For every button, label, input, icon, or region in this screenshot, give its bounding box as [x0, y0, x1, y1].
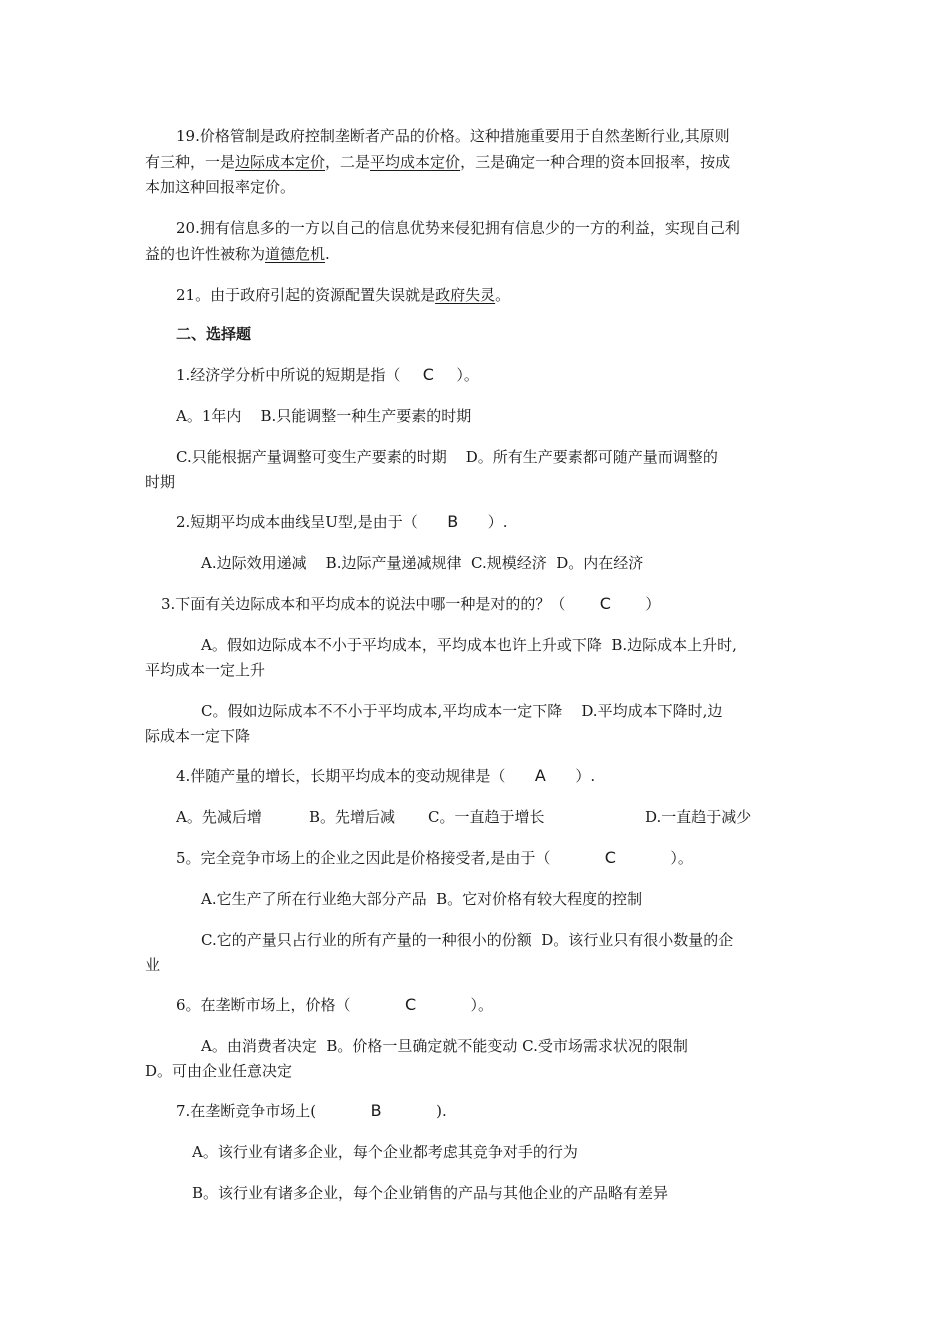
- question-3-answer: C: [599, 594, 611, 613]
- item-21-line: 21。由于政府引起的资源配置失误就是政府失灵。: [176, 286, 511, 304]
- question-6-answer: C: [404, 995, 417, 1014]
- question-3-option-line: A。假如边际成本不小于平均成本，平均成本也许上升或下降 B.边际成本上升时,: [201, 636, 737, 654]
- question-3-stem: 3.下面有关边际成本和平均成本的说法中哪一种是对的的？（ C ）: [161, 592, 660, 616]
- question-5-option-line: 业: [145, 956, 161, 974]
- question-5-option-line: A.它生产了所在行业绝大部分产品 B。它对价格有较大程度的控制: [201, 890, 643, 908]
- question-5-option-line: C.它的产量只占行业的所有产量的一种很小的份额 D。该行业只有很小数量的企: [201, 931, 734, 949]
- question-1-option-line: A。1年内 B.只能调整一种生产要素的时期: [176, 407, 472, 425]
- question-1-option-line: 时期: [145, 473, 176, 491]
- question-6-option-line: D。可由企业任意决定: [145, 1062, 293, 1080]
- question-4-option-c: C。一直趋于增长: [428, 808, 545, 826]
- question-3-option-line: C。假如边际成本不不小于平均成本,平均成本一定下降 D.平均成本下降时,边: [201, 702, 723, 720]
- answer-average-cost-pricing: 平均成本定价: [370, 153, 461, 171]
- question-7-answer: B: [370, 1101, 382, 1120]
- question-2-option-line: A.边际效用递减 B.边际产量递减规律 C.规模经济 D。内在经济: [201, 554, 644, 572]
- answer-government-failure: 政府失灵: [435, 286, 496, 304]
- item-20-line-1: 20.拥有信息多的一方以自己的信息优势来侵犯拥有信息少的一方的利益，实现自己利: [176, 219, 740, 237]
- item-19-line-2: 有三种，一是边际成本定价，二是平均成本定价，三是确定一种合理的资本回报率，按成: [145, 153, 731, 171]
- question-4-option-b: B。先增后减: [309, 808, 396, 826]
- item-19-line-1: 19.价格管制是政府控制垄断者产品的价格。这种措施重要用于自然垄断行业,其原则: [176, 127, 730, 145]
- item-19-line-3: 本加这种回报率定价。: [145, 178, 296, 196]
- question-2-stem: 2.短期平均成本曲线呈U型,是由于（ B ）.: [176, 510, 508, 534]
- question-3-option-line: 平均成本一定上升: [145, 661, 266, 679]
- answer-marginal-cost-pricing: 边际成本定价: [235, 153, 326, 171]
- question-3-option-line: 际成本一定下降: [145, 727, 251, 745]
- question-6-stem: 6。在垄断市场上，价格（ C ）。: [176, 993, 493, 1017]
- answer-moral-hazard: 道德危机: [265, 245, 326, 263]
- question-5-stem: 5。完全竞争市场上的企业之因此是价格接受者,是由于（ C ）。: [176, 846, 693, 870]
- question-2-answer: B: [447, 512, 459, 531]
- question-4-option-a: A。先减后增: [176, 808, 262, 826]
- question-7-option-line: A。该行业有诸多企业，每个企业都考虑其竞争对手的行为: [192, 1143, 578, 1161]
- question-1-option-line: C.只能根据产量调整可变生产要素的时期 D。所有生产要素都可随产量而调整的: [176, 448, 718, 466]
- question-1-stem: 1.经济学分析中所说的短期是指（ C ）。: [176, 363, 479, 387]
- question-4-answer: A: [534, 766, 546, 785]
- item-20-line-2: 益的也许性被称为道德危机.: [145, 245, 330, 263]
- question-5-answer: C: [604, 848, 616, 867]
- question-4-option-d: D.一直趋于减少: [645, 808, 752, 826]
- question-4-stem: 4.伴随产量的增长，长期平均成本的变动规律是（ A ）.: [176, 764, 595, 788]
- question-7-stem: 7.在垄断竞争市场上( B ).: [176, 1099, 447, 1123]
- question-1-answer: C: [422, 365, 434, 384]
- question-7-option-line: B。该行业有诸多企业，每个企业销售的产品与其他企业的产品略有差异: [192, 1184, 669, 1202]
- question-6-option-line: A。由消费者决定 B。价格一旦确定就不能变动 C.受市场需求状况的限制: [201, 1037, 688, 1055]
- section-title: 二、选择题: [176, 325, 252, 343]
